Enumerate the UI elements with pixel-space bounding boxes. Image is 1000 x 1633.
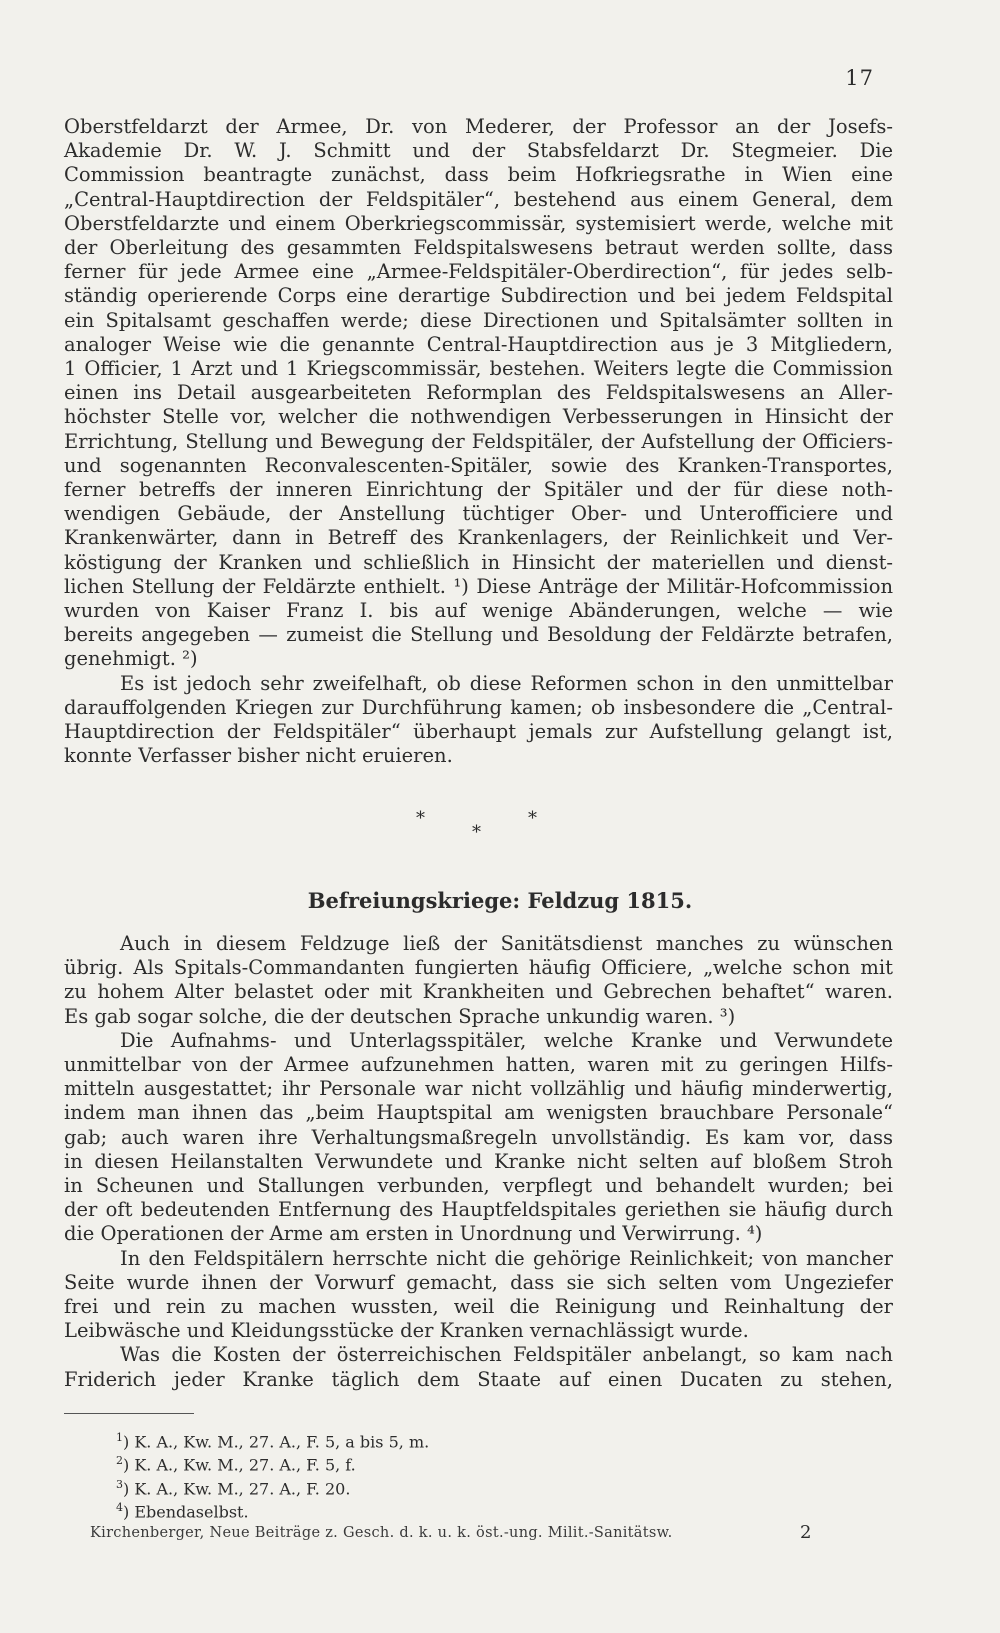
text-line: indem man ihnen das „beim Hauptspital am wenigsten brauchbare Personale“	[64, 1101, 893, 1125]
text-line: lichen Stellung der Feldärzte enthielt. ¹) Diese Anträge der Militär-Hofcommission	[64, 574, 893, 598]
text-line: Errichtung, Stellung und Bewegung der Feldspitäler, der Aufstellung der Officiers-	[64, 429, 893, 453]
text-line: analoger Weise wie die genannte Central-Hauptdirection aus je 3 Mitgliedern,	[64, 332, 893, 356]
text-line: in Scheunen und Stallungen verbunden, verpflegt und behandelt wurden; bei	[64, 1174, 893, 1198]
text-line: In den Feldspitälern herrschte nicht die gehörige Reinlichkeit; von mancher	[120, 1246, 893, 1270]
footnote-2: $^2$) K. A., Kw. M., 27. A., F. 5, f.	[116, 1454, 356, 1475]
text-line: „Central-Hauptdirection der Feldspitäler“, bestehend aus einem General, dem	[64, 187, 893, 211]
text-line: Oberstfeldarzt der Armee, Dr. von Mederer, der Professor an der Josefs-	[64, 115, 893, 138]
text-line: ständig operierende Corps eine derartige Subdirection und bei jedem Feldspital	[64, 284, 893, 308]
text-line: konnte Verfasser bisher nicht eruieren.	[64, 744, 453, 768]
footnote-1: $^1$) K. A., Kw. M., 27. A., F. 5, a bis 5, m.	[116, 1431, 430, 1452]
text-line: unmittelbar von der Armee aufzunehmen hatten, waren mit zu geringen Hilfs-	[64, 1053, 893, 1077]
paragraph-3	[64, 932, 893, 1029]
text-line: darauffolgenden Kriegen zur Durchführung kamen; ob insbesondere die „Central-	[64, 695, 893, 719]
text-line: Seite wurde ihnen der Vorwurf gemacht, dass sie sich selten vom Ungeziefer	[64, 1270, 893, 1294]
paragraph-5	[64, 1247, 893, 1344]
text-line: wendigen Gebäude, der Anstellung tüchtiger Ober- und Unterofficiere und	[64, 502, 893, 526]
star-right: *	[528, 808, 537, 829]
text-line: in diesen Heilanstalten Verwundete und Kranke nicht selten auf bloßem Stroh	[64, 1149, 893, 1173]
footnote-4: $^4$) Ebendaselbst.	[116, 1500, 249, 1522]
footnote-rule	[64, 1413, 194, 1414]
text-line: und sogenannten Reconvalescenten-Spitäler, sowie des Kranken-Transportes,	[64, 453, 893, 477]
text-line: Commission beantragte zunächst, dass beim Hofkriegsrathe in Wien eine	[64, 163, 893, 187]
text-line: mitteln ausgestattet; ihr Personale war nicht vollzählig und häufig minderwertig,	[64, 1077, 893, 1101]
text-line: Die Aufnahms- und Unterlagsspitäler, welche Kranke und Verwundete	[120, 1028, 893, 1052]
page-number: 17	[845, 66, 874, 90]
text-line: wurden von Kaiser Franz I. bis auf wenige Abänderungen, welche — wie	[64, 599, 893, 623]
star-bottom: *	[472, 822, 481, 843]
text-line: 1 Officier, 1 Arzt und 1 Kriegscommissär, bestehen. Weiters legte die Commission	[64, 357, 893, 381]
text-line: Was die Kosten der österreichischen Feldspitäler anbelangt, so kam nach	[120, 1343, 893, 1367]
section-divider-stars	[0, 808, 1000, 848]
paragraph-1	[64, 115, 893, 672]
text-line: Hauptdirection der Feldspitäler“ überhaupt jemals zur Aufstellung gelangt ist,	[64, 720, 893, 744]
star-left: *	[416, 808, 425, 829]
text-line: Oberstfeldarzte und einem Oberkriegscommissär, systemisiert werde, welche mit	[64, 211, 893, 235]
text-line: die Operationen der Arme am ersten in Unordnung und Verwirrung. ⁴)	[64, 1222, 763, 1246]
text-line: gab; auch waren ihre Verhaltungsmaßregeln unvollständig. Es kam vor, dass	[64, 1125, 893, 1149]
text-line: einen ins Detail ausgearbeiteten Reformplan des Feldspitalswesens an Aller-	[64, 381, 893, 405]
text-line: ferner für jede Armee eine „Armee-Feldspitäler-Oberdirection“, für jedes selb-	[64, 260, 893, 284]
text-line: der Oberleitung des gesammten Feldspitalswesens betraut werden sollte, dass	[64, 236, 893, 260]
text-line: Akademie Dr. W. J. Schmitt und der Stabsfeldarzt Dr. Stegmeier. Die	[64, 139, 893, 163]
text-line: Auch in diesem Feldzuge ließ der Sanitätsdienst manches zu wünschen	[120, 932, 893, 955]
footnotes	[116, 1428, 429, 1521]
text-line: Krankenwärter, dann in Betreff des Krankenlagers, der Reinlichkeit und Ver-	[64, 526, 893, 550]
text-line: Leibwäsche und Kleidungsstücke der Kranken vernachlässigt wurde.	[64, 1319, 749, 1343]
text-line: frei und rein zu machen wussten, weil die Reinigung und Reinhaltung der	[64, 1295, 893, 1319]
text-line: köstigung der Kranken und schließlich in Hinsicht der materiellen und dienst-	[64, 550, 893, 574]
text-line: Es ist jedoch sehr zweifelhaft, ob diese Reformen schon in den unmittelbar	[120, 671, 893, 695]
text-line: genehmigt. ²)	[64, 647, 198, 671]
text-line: der oft bedeutenden Entfernung des Hauptfeldspitales geriethen sie häufig durch	[64, 1198, 893, 1222]
text-line: höchster Stelle vor, welcher die nothwendigen Verbesserungen in Hinsicht der	[64, 405, 893, 429]
text-line: übrig. Als Spitals-Commandanten fungierten häufig Officiere, „welche schon mit	[64, 956, 893, 980]
text-line: Friderich jeder Kranke täglich dem Staate auf einen Ducaten zu stehen,	[64, 1367, 893, 1391]
text-line: ein Spitalsamt geschaffen werde; diese Directionen und Spitalsämter sollten in	[64, 308, 893, 332]
page-footer: Kirchenberger, Neue Beiträge z. Gesch. d. k. u. k. öst.-ung. Milit.-Sanitätsw.	[90, 1525, 673, 1541]
paragraph-2	[64, 672, 893, 769]
text-line: Es gab sogar solche, die der deutschen Sprache unkundig waren. ³)	[64, 1004, 736, 1028]
text-line: bereits angegeben — zumeist die Stellung und Besoldung der Feldärzte betrafen,	[64, 623, 893, 647]
text-line: ferner betreffs der inneren Einrichtung der Spitäler und der für diese noth-	[64, 478, 893, 502]
body-text-top	[64, 115, 893, 768]
section-title: Befreiungskriege: Feldzug 1815.	[307, 888, 693, 913]
signature-mark: 2	[800, 1522, 812, 1543]
paragraph-4	[64, 1029, 893, 1247]
text-line: zu hohem Alter belastet oder mit Krankheiten und Gebrechen behaftet“ waren.	[64, 980, 893, 1004]
footnote-3: $^3$) K. A., Kw. M., 27. A., F. 20.	[116, 1477, 351, 1498]
body-text-bottom	[64, 932, 893, 1392]
paragraph-6	[64, 1343, 893, 1391]
